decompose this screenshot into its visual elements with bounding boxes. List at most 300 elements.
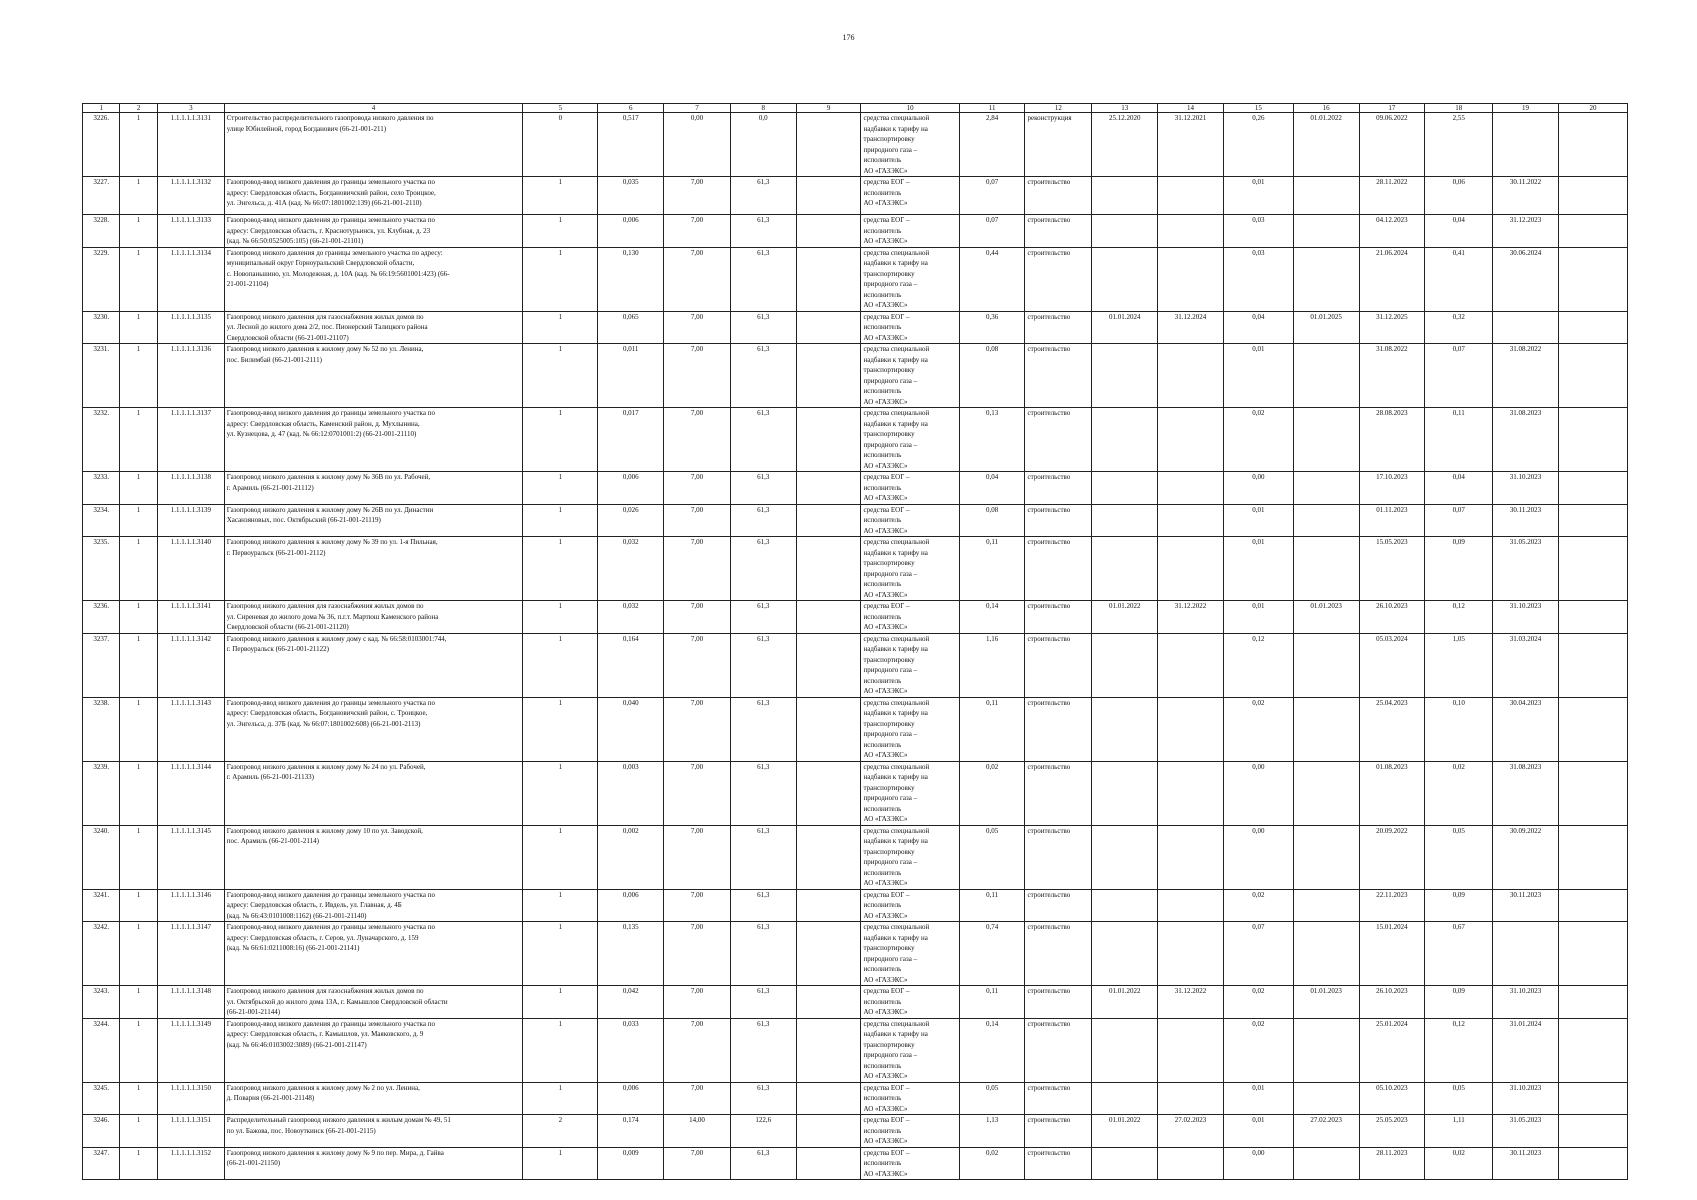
cell-col-15: 0,02 xyxy=(1223,408,1293,472)
cell-col-17: 15.01.2024 xyxy=(1359,922,1425,986)
cell-col-7: 7,00 xyxy=(664,537,731,601)
cell-col-11: 0,74 xyxy=(959,922,1025,986)
cell-col-2: 1 xyxy=(120,1115,157,1148)
work-type: строительство xyxy=(1025,215,1092,248)
cell-col-19: 30.11.2023 xyxy=(1493,889,1559,922)
funding-source: средства специальной надбавки к тарифу на транспортировку природного газа – исполнитель АО «ГАЗЭКС» xyxy=(861,408,959,472)
cell-col-13 xyxy=(1092,922,1158,986)
cell-col-7: 14,00 xyxy=(664,1115,731,1148)
cell-col-13 xyxy=(1092,177,1158,215)
cell-col-17: 26.10.2023 xyxy=(1359,986,1425,1019)
cell-col-17: 28.08.2023 xyxy=(1359,408,1425,472)
cell-col-5: 1 xyxy=(523,1018,598,1082)
funding-source: средства ЕОГ – исполнитель АО «ГАЗЭКС» xyxy=(861,1115,959,1148)
cell-col-18: 0,41 xyxy=(1425,247,1493,311)
cell-col-14 xyxy=(1158,472,1224,505)
cell-col-2: 1 xyxy=(120,889,157,922)
cell-col-16: 01.01.2023 xyxy=(1293,601,1359,634)
object-description: Газопровод-ввод низкого давления до границы земельного участка по адресу: Свердловская область, г. Ивдель, ул. Главная, д. 4Б (кад. № 66:43:0101008:1162) (66-21-001-21140) xyxy=(224,889,523,922)
cell-col-9 xyxy=(796,537,861,601)
cell-col-16 xyxy=(1293,504,1359,537)
cell-col-11: 0,13 xyxy=(959,408,1025,472)
cell-col-20 xyxy=(1558,922,1627,986)
object-code: 1.1.1.1.1.3151 xyxy=(157,1115,224,1148)
work-type: строительство xyxy=(1025,537,1092,601)
funding-source: средства специальной надбавки к тарифу на транспортировку природного газа – исполнитель АО «ГАЗЭКС» xyxy=(861,1018,959,1082)
cell-col-19: 31.10.2023 xyxy=(1493,986,1559,1019)
cell-col-14 xyxy=(1158,215,1224,248)
row-number: 3227. xyxy=(83,177,120,215)
cell-col-15: 0,02 xyxy=(1223,986,1293,1019)
cell-col-13 xyxy=(1092,1018,1158,1082)
cell-col-17: 21.06.2024 xyxy=(1359,247,1425,311)
funding-source: средства специальной надбавки к тарифу на транспортировку природного газа – исполнитель АО «ГАЗЭКС» xyxy=(861,825,959,889)
cell-col-17: 09.06.2022 xyxy=(1359,113,1425,177)
cell-col-2: 1 xyxy=(120,1147,157,1180)
cell-col-5: 1 xyxy=(523,697,598,761)
cell-col-11: 0,08 xyxy=(959,504,1025,537)
cell-col-8: 61,3 xyxy=(730,633,796,697)
cell-col-20 xyxy=(1558,1018,1627,1082)
cell-col-11: 0,11 xyxy=(959,889,1025,922)
object-code: 1.1.1.1.1.3137 xyxy=(157,408,224,472)
cell-col-19: 31.10.2023 xyxy=(1493,601,1559,634)
table-row xyxy=(83,1082,1628,1115)
cell-col-14: 31.12.2024 xyxy=(1158,311,1224,344)
cell-col-18: 0,67 xyxy=(1425,922,1493,986)
cell-col-11: 0,36 xyxy=(959,311,1025,344)
object-code: 1.1.1.1.1.3139 xyxy=(157,504,224,537)
cell-col-2: 1 xyxy=(120,113,157,177)
cell-col-17: 28.11.2023 xyxy=(1359,1147,1425,1180)
cell-col-20 xyxy=(1558,889,1627,922)
cell-col-19: 31.05.2023 xyxy=(1493,1115,1559,1148)
cell-col-16 xyxy=(1293,1082,1359,1115)
table-row xyxy=(83,177,1628,215)
cell-col-11: 0,08 xyxy=(959,344,1025,408)
cell-col-2: 1 xyxy=(120,344,157,408)
funding-source: средства специальной надбавки к тарифу на транспортировку природного газа – исполнитель АО «ГАЗЭКС» xyxy=(861,697,959,761)
cell-col-15: 0,03 xyxy=(1223,215,1293,248)
cell-col-6: 0,003 xyxy=(598,761,664,825)
cell-col-15: 0,02 xyxy=(1223,1018,1293,1082)
object-description: Газопровод низкого давления к жилому дому № 52 по ул. Ленина, пос. Билимбай (66-21-001-2111) xyxy=(224,344,523,408)
cell-col-6: 0,035 xyxy=(598,177,664,215)
cell-col-5: 1 xyxy=(523,344,598,408)
row-number: 3236. xyxy=(83,601,120,634)
cell-col-15: 0,01 xyxy=(1223,177,1293,215)
cell-col-14 xyxy=(1158,633,1224,697)
cell-col-5: 1 xyxy=(523,889,598,922)
cell-col-15: 0,04 xyxy=(1223,311,1293,344)
cell-col-6: 0,006 xyxy=(598,1082,664,1115)
cell-col-19: 31.10.2023 xyxy=(1493,472,1559,505)
column-number-3: 3 xyxy=(157,104,224,113)
object-description: Распределительный газопровод низкого давления к жилым домам № 49, 51 по ул. Бажова, пос. Новоуткинск (66-21-001-2115) xyxy=(224,1115,523,1148)
cell-col-19: 30.11.2023 xyxy=(1493,1147,1559,1180)
work-type: строительство xyxy=(1025,633,1092,697)
cell-col-13 xyxy=(1092,247,1158,311)
cell-col-9 xyxy=(796,601,861,634)
cell-col-18: 0,32 xyxy=(1425,311,1493,344)
cell-col-11: 1,16 xyxy=(959,633,1025,697)
work-type: строительство xyxy=(1025,1147,1092,1180)
cell-col-8: 61,3 xyxy=(730,1082,796,1115)
cell-col-18: 0,09 xyxy=(1425,889,1493,922)
cell-col-5: 1 xyxy=(523,215,598,248)
cell-col-8: 0,0 xyxy=(730,113,796,177)
row-number: 3235. xyxy=(83,537,120,601)
cell-col-13: 01.01.2022 xyxy=(1092,601,1158,634)
cell-col-19: 31.08.2022 xyxy=(1493,344,1559,408)
cell-col-18: 0,02 xyxy=(1425,1147,1493,1180)
cell-col-7: 7,00 xyxy=(664,825,731,889)
cell-col-11: 0,02 xyxy=(959,1147,1025,1180)
cell-col-7: 7,00 xyxy=(664,215,731,248)
row-number: 3237. xyxy=(83,633,120,697)
work-type: строительство xyxy=(1025,247,1092,311)
funding-source: средства специальной надбавки к тарифу на транспортировку природного газа – исполнитель АО «ГАЗЭКС» xyxy=(861,922,959,986)
cell-col-11: 0,07 xyxy=(959,215,1025,248)
cell-col-7: 0,00 xyxy=(664,113,731,177)
cell-col-8: 61,3 xyxy=(730,472,796,505)
row-number: 3246. xyxy=(83,1115,120,1148)
work-type: строительство xyxy=(1025,601,1092,634)
cell-col-9 xyxy=(796,1115,861,1148)
cell-col-17: 05.10.2023 xyxy=(1359,1082,1425,1115)
cell-col-19: 31.03.2024 xyxy=(1493,633,1559,697)
cell-col-8: 61,3 xyxy=(730,215,796,248)
table-row xyxy=(83,922,1628,986)
object-code: 1.1.1.1.1.3147 xyxy=(157,922,224,986)
column-number-8: 8 xyxy=(730,104,796,113)
cell-col-13 xyxy=(1092,825,1158,889)
cell-col-9 xyxy=(796,825,861,889)
cell-col-9 xyxy=(796,215,861,248)
column-number-13: 13 xyxy=(1092,104,1158,113)
object-description: Газопровод-ввод низкого давления до границы земельного участка по адресу: Свердловская область, Богдановичский район, село Троицкое, ул. Энгельса, д. 41А (кад. № 66:07:1801002:139) (66-21-001-2110) xyxy=(224,177,523,215)
object-code: 1.1.1.1.1.3134 xyxy=(157,247,224,311)
cell-col-11: 0,14 xyxy=(959,1018,1025,1082)
column-number-1: 1 xyxy=(83,104,120,113)
table-row xyxy=(83,504,1628,537)
cell-col-9 xyxy=(796,472,861,505)
cell-col-8: 61,3 xyxy=(730,825,796,889)
column-number-7: 7 xyxy=(664,104,731,113)
cell-col-9 xyxy=(796,889,861,922)
column-number-20: 20 xyxy=(1558,104,1627,113)
cell-col-20 xyxy=(1558,215,1627,248)
cell-col-9 xyxy=(796,504,861,537)
table-row xyxy=(83,1147,1628,1180)
table-row xyxy=(83,1018,1628,1082)
cell-col-16 xyxy=(1293,825,1359,889)
cell-col-18: 0,12 xyxy=(1425,601,1493,634)
cell-col-13 xyxy=(1092,761,1158,825)
work-type: строительство xyxy=(1025,986,1092,1019)
row-number: 3229. xyxy=(83,247,120,311)
funding-source: средства ЕОГ – исполнитель АО «ГАЗЭКС» xyxy=(861,1082,959,1115)
object-description: Газопровод низкого давления для газоснабжения жилых домов по ул. Октябрьской до жилого дома 13А, г. Камышлов Свердловской области (66-21-001-21144) xyxy=(224,986,523,1019)
cell-col-5: 1 xyxy=(523,922,598,986)
cell-col-15: 0,01 xyxy=(1223,504,1293,537)
cell-col-17: 17.10.2023 xyxy=(1359,472,1425,505)
cell-col-16 xyxy=(1293,177,1359,215)
cell-col-16 xyxy=(1293,215,1359,248)
work-type: строительство xyxy=(1025,504,1092,537)
cell-col-15: 0,07 xyxy=(1223,922,1293,986)
cell-col-13: 01.01.2022 xyxy=(1092,1115,1158,1148)
cell-col-16 xyxy=(1293,761,1359,825)
cell-col-7: 7,00 xyxy=(664,633,731,697)
column-number-5: 5 xyxy=(523,104,598,113)
cell-col-2: 1 xyxy=(120,922,157,986)
cell-col-19: 31.08.2023 xyxy=(1493,408,1559,472)
cell-col-7: 7,00 xyxy=(664,601,731,634)
cell-col-19: 31.12.2023 xyxy=(1493,215,1559,248)
cell-col-15: 0,00 xyxy=(1223,825,1293,889)
cell-col-18: 0,07 xyxy=(1425,344,1493,408)
cell-col-19 xyxy=(1493,311,1559,344)
cell-col-6: 0,006 xyxy=(598,889,664,922)
cell-col-11: 0,04 xyxy=(959,472,1025,505)
object-code: 1.1.1.1.1.3133 xyxy=(157,215,224,248)
cell-col-20 xyxy=(1558,986,1627,1019)
work-type: строительство xyxy=(1025,1018,1092,1082)
cell-col-6: 0,006 xyxy=(598,472,664,505)
row-number: 3241. xyxy=(83,889,120,922)
funding-source: средства специальной надбавки к тарифу на транспортировку природного газа – исполнитель АО «ГАЗЭКС» xyxy=(861,113,959,177)
cell-col-8: 61,3 xyxy=(730,922,796,986)
cell-col-19: 30.09.2022 xyxy=(1493,825,1559,889)
cell-col-13 xyxy=(1092,1147,1158,1180)
cell-col-15: 0,00 xyxy=(1223,472,1293,505)
table-row xyxy=(83,215,1628,248)
column-number-15: 15 xyxy=(1223,104,1293,113)
cell-col-15: 0,01 xyxy=(1223,344,1293,408)
cell-col-20 xyxy=(1558,247,1627,311)
cell-col-14 xyxy=(1158,344,1224,408)
table-row xyxy=(83,113,1628,177)
object-description: Газопровод низкого давления для газоснабжения жилых домов по ул. Лесной до жилого дома 2/2, пос. Пионерский Талицкого района Свердловской области (66-21-001-21107) xyxy=(224,311,523,344)
cell-col-8: 61,3 xyxy=(730,247,796,311)
cell-col-7: 7,00 xyxy=(664,408,731,472)
cell-col-9 xyxy=(796,986,861,1019)
cell-col-16 xyxy=(1293,472,1359,505)
work-type: реконструкция xyxy=(1025,113,1092,177)
cell-col-15: 0,01 xyxy=(1223,537,1293,601)
cell-col-16: 01.01.2023 xyxy=(1293,986,1359,1019)
cell-col-8: 61,3 xyxy=(730,408,796,472)
object-description: Газопровод низкого давления к жилому дому № 9 по пер. Мира, д. Гайва (66-21-001-21150) xyxy=(224,1147,523,1180)
cell-col-7: 7,00 xyxy=(664,697,731,761)
object-code: 1.1.1.1.1.3136 xyxy=(157,344,224,408)
cell-col-19 xyxy=(1493,113,1559,177)
cell-col-18: 0,05 xyxy=(1425,1082,1493,1115)
cell-col-9 xyxy=(796,633,861,697)
column-number-4: 4 xyxy=(224,104,523,113)
cell-col-13 xyxy=(1092,504,1158,537)
cell-col-11: 0,05 xyxy=(959,825,1025,889)
cell-col-11: 0,14 xyxy=(959,601,1025,634)
table-row xyxy=(83,825,1628,889)
cell-col-7: 7,00 xyxy=(664,922,731,986)
cell-col-9 xyxy=(796,408,861,472)
cell-col-15: 0,01 xyxy=(1223,1082,1293,1115)
cell-col-16 xyxy=(1293,889,1359,922)
cell-col-13 xyxy=(1092,889,1158,922)
cell-col-20 xyxy=(1558,408,1627,472)
cell-col-13 xyxy=(1092,537,1158,601)
cell-col-7: 7,00 xyxy=(664,1018,731,1082)
work-type: строительство xyxy=(1025,922,1092,986)
cell-col-13: 25.12.2020 xyxy=(1092,113,1158,177)
cell-col-16 xyxy=(1293,1018,1359,1082)
cell-col-6: 0,002 xyxy=(598,825,664,889)
cell-col-11: 0,11 xyxy=(959,697,1025,761)
work-type: строительство xyxy=(1025,697,1092,761)
page-number: 176 xyxy=(842,33,855,42)
cell-col-18: 0,04 xyxy=(1425,472,1493,505)
cell-col-14 xyxy=(1158,177,1224,215)
row-number: 3242. xyxy=(83,922,120,986)
cell-col-18: 0,05 xyxy=(1425,825,1493,889)
funding-source: средства специальной надбавки к тарифу на транспортировку природного газа – исполнитель АО «ГАЗЭКС» xyxy=(861,344,959,408)
cell-col-13 xyxy=(1092,472,1158,505)
cell-col-13 xyxy=(1092,215,1158,248)
cell-col-17: 28.11.2022 xyxy=(1359,177,1425,215)
cell-col-9 xyxy=(796,1147,861,1180)
funding-source: средства ЕОГ – исполнитель АО «ГАЗЭКС» xyxy=(861,986,959,1019)
row-number: 3226. xyxy=(83,113,120,177)
object-code: 1.1.1.1.1.3138 xyxy=(157,472,224,505)
object-code: 1.1.1.1.1.3146 xyxy=(157,889,224,922)
column-number-6: 6 xyxy=(598,104,664,113)
row-number: 3234. xyxy=(83,504,120,537)
cell-col-5: 1 xyxy=(523,311,598,344)
row-number: 3245. xyxy=(83,1082,120,1115)
cell-col-5: 2 xyxy=(523,1115,598,1148)
cell-col-5: 1 xyxy=(523,408,598,472)
cell-col-9 xyxy=(796,247,861,311)
cell-col-5: 1 xyxy=(523,825,598,889)
cell-col-11: 0,44 xyxy=(959,247,1025,311)
cell-col-2: 1 xyxy=(120,825,157,889)
cell-col-15: 0,00 xyxy=(1223,1147,1293,1180)
cell-col-20 xyxy=(1558,761,1627,825)
object-description: Газопровод-ввод низкого давления до границы земельного участка по адресу: Свердловская область, г. Серов, ул. Луначарского, д. 159 (кад. № 66:61:0211008:16) (66-21-001-21141) xyxy=(224,922,523,986)
cell-col-18: 1,05 xyxy=(1425,633,1493,697)
cell-col-9 xyxy=(796,113,861,177)
table-row xyxy=(83,986,1628,1019)
object-description: Газопровод низкого давления к жилому дому с кад. № 66:58:0103001:744, г. Первоуральск (66-21-001-21122) xyxy=(224,633,523,697)
cell-col-7: 7,00 xyxy=(664,761,731,825)
table-row xyxy=(83,601,1628,634)
object-description: Газопровод низкого давления к жилому дому № 36В по ул. Рабочей, г. Арамиль (66-21-001-21112) xyxy=(224,472,523,505)
cell-col-19: 30.04.2023 xyxy=(1493,697,1559,761)
cell-col-8: 61,3 xyxy=(730,177,796,215)
investment-program-table xyxy=(82,103,1628,1180)
cell-col-2: 1 xyxy=(120,1082,157,1115)
cell-col-15: 0,02 xyxy=(1223,697,1293,761)
object-code: 1.1.1.1.1.3148 xyxy=(157,986,224,1019)
column-number-14: 14 xyxy=(1158,104,1224,113)
cell-col-2: 1 xyxy=(120,247,157,311)
object-description: Газопровод низкого давления к жилому дому № 39 по ул. 1-я Пильная, г. Первоуральск (66-21-001-2112) xyxy=(224,537,523,601)
work-type: строительство xyxy=(1025,408,1092,472)
cell-col-16: 27.02.2023 xyxy=(1293,1115,1359,1148)
object-description: Газопровод-ввод низкого давления до границы земельного участка по адресу: Свердловская область, г. Краснотурьинск, ул. Клубная, д. 23 (кад. № 66:50:0525005:105) (66-21-001-21101) xyxy=(224,215,523,248)
cell-col-20 xyxy=(1558,311,1627,344)
cell-col-14 xyxy=(1158,247,1224,311)
cell-col-14 xyxy=(1158,504,1224,537)
work-type: строительство xyxy=(1025,1115,1092,1148)
table-row xyxy=(83,472,1628,505)
object-code: 1.1.1.1.1.3142 xyxy=(157,633,224,697)
cell-col-8: 122,6 xyxy=(730,1115,796,1148)
object-code: 1.1.1.1.1.3144 xyxy=(157,761,224,825)
cell-col-2: 1 xyxy=(120,472,157,505)
cell-col-11: 1,13 xyxy=(959,1115,1025,1148)
funding-source: средства ЕОГ – исполнитель АО «ГАЗЭКС» xyxy=(861,504,959,537)
cell-col-14: 31.12.2021 xyxy=(1158,113,1224,177)
cell-col-2: 1 xyxy=(120,504,157,537)
cell-col-6: 0,130 xyxy=(598,247,664,311)
cell-col-15: 0,12 xyxy=(1223,633,1293,697)
cell-col-8: 61,3 xyxy=(730,311,796,344)
table-row xyxy=(83,537,1628,601)
object-description: Газопровод-ввод низкого давления до границы земельного участка по адресу: Свердловская область, Каменский район, д. Мухлынина, ул. Кузнецова, д. 47 (кад. № 66:12:0701001:2) (66-21-001-21110) xyxy=(224,408,523,472)
cell-col-15: 0,01 xyxy=(1223,601,1293,634)
cell-col-5: 1 xyxy=(523,247,598,311)
cell-col-2: 1 xyxy=(120,537,157,601)
cell-col-5: 1 xyxy=(523,633,598,697)
cell-col-5: 1 xyxy=(523,986,598,1019)
cell-col-7: 7,00 xyxy=(664,889,731,922)
cell-col-16: 01.01.2025 xyxy=(1293,311,1359,344)
cell-col-6: 0,011 xyxy=(598,344,664,408)
cell-col-2: 1 xyxy=(120,408,157,472)
cell-col-6: 0,032 xyxy=(598,537,664,601)
cell-col-17: 05.03.2024 xyxy=(1359,633,1425,697)
cell-col-11: 2,84 xyxy=(959,113,1025,177)
cell-col-6: 0,026 xyxy=(598,504,664,537)
cell-col-6: 0,065 xyxy=(598,311,664,344)
object-code: 1.1.1.1.1.3152 xyxy=(157,1147,224,1180)
cell-col-9 xyxy=(796,344,861,408)
cell-col-20 xyxy=(1558,1082,1627,1115)
cell-col-7: 7,00 xyxy=(664,247,731,311)
cell-col-15: 0,03 xyxy=(1223,247,1293,311)
cell-col-20 xyxy=(1558,177,1627,215)
column-number-18: 18 xyxy=(1425,104,1493,113)
row-number: 3232. xyxy=(83,408,120,472)
cell-col-13 xyxy=(1092,1082,1158,1115)
work-type: строительство xyxy=(1025,1082,1092,1115)
cell-col-17: 26.10.2023 xyxy=(1359,601,1425,634)
cell-col-16: 01.01.2022 xyxy=(1293,113,1359,177)
row-number: 3238. xyxy=(83,697,120,761)
funding-source: средства специальной надбавки к тарифу на транспортировку природного газа – исполнитель АО «ГАЗЭКС» xyxy=(861,633,959,697)
cell-col-9 xyxy=(796,922,861,986)
cell-col-14 xyxy=(1158,1082,1224,1115)
cell-col-14 xyxy=(1158,889,1224,922)
cell-col-18: 0,12 xyxy=(1425,1018,1493,1082)
cell-col-5: 1 xyxy=(523,504,598,537)
cell-col-2: 1 xyxy=(120,311,157,344)
cell-col-15: 0,01 xyxy=(1223,1115,1293,1148)
funding-source: средства ЕОГ – исполнитель АО «ГАЗЭКС» xyxy=(861,215,959,248)
